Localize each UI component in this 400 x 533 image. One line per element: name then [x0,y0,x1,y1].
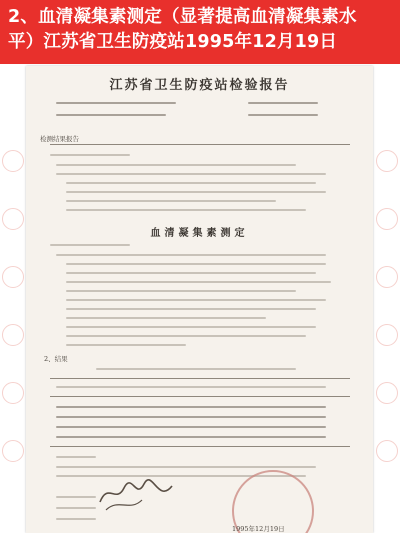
reviewer-line [56,507,96,509]
watermark-stamp [376,150,398,172]
text-line [66,308,316,310]
supplier-line [56,114,166,116]
header-title-line-2: 平）江苏省卫生防疫站1995年12月19日 [8,32,338,52]
text-line [66,326,316,328]
text-line [56,456,96,458]
text-line [66,209,306,211]
watermark-stamp [376,208,398,230]
text-line [56,466,316,468]
text-line [66,344,186,346]
table-bottom-rule [50,446,350,447]
divider [50,144,350,145]
watermark-stamp [376,324,398,346]
text-line [66,335,306,337]
report-number-line [248,114,318,116]
section-title: 血清凝集素测定 [150,228,249,239]
header-title-line-1: 2、血清凝集素测定（显著提高血清凝集素水 [8,7,357,27]
report-document [26,66,373,533]
text-line [56,254,326,256]
table-row-line [56,416,326,418]
right-watermark-strip [376,150,398,498]
watermark-stamp [2,150,24,172]
text-line [66,281,331,283]
text-line [66,299,326,301]
approver-line [56,518,96,520]
results-label: 2、结果 [44,355,68,363]
text-line [66,263,326,265]
watermark-stamp [2,324,24,346]
text-line [66,317,266,319]
watermark-stamp [2,208,24,230]
detection-label: 检测结果报告 [40,135,79,143]
text-line [66,290,296,292]
watermark-stamp [376,382,398,404]
watermark-stamp [2,440,24,462]
table-row-line [56,426,326,428]
table-caption-line [96,368,296,370]
watermark-stamp [376,440,398,462]
text-line [56,173,326,175]
text-line [50,154,130,156]
inspection-type-line [248,102,318,104]
handwritten-signature-image [96,474,176,514]
left-watermark-strip [2,150,24,498]
table-top-rule [50,378,350,379]
text-line [50,244,130,246]
inspector-line [56,496,96,498]
watermark-stamp [376,266,398,288]
report-date: 1995年12月19日 [232,525,285,533]
sample-name-line [56,102,176,104]
text-line [56,164,296,166]
text-line [66,182,316,184]
text-line [66,191,326,193]
table-header-line [56,386,326,388]
watermark-stamp [2,382,24,404]
text-line [66,200,276,202]
table-row-line [56,406,326,408]
watermark-stamp [2,266,24,288]
table-header-rule [50,396,350,397]
text-line [66,272,316,274]
table-row-line [56,436,326,438]
header-title [8,5,392,55]
report-title: 江苏省卫生防疫站检验报告 [109,78,290,93]
header-banner [0,0,400,64]
